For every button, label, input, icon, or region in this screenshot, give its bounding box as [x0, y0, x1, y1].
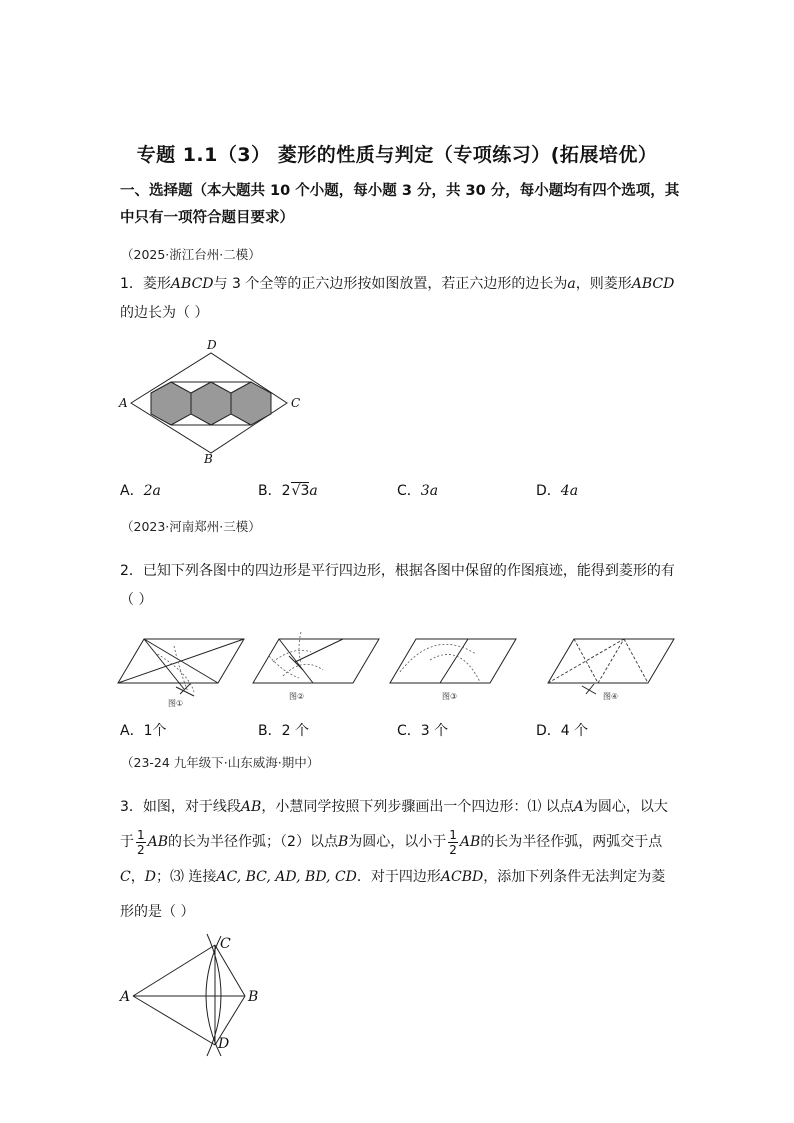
- q1-hexagon-2: [191, 382, 231, 425]
- q1-hexagon-1: [151, 382, 191, 425]
- q3-source: （23-24 九年级下·山东威海·期中）: [121, 755, 320, 770]
- q3-label-A: A: [120, 989, 131, 1005]
- q1-label-B: B: [204, 452, 213, 466]
- q1-label-A: A: [119, 396, 128, 410]
- q2-figure-2: [253, 632, 383, 712]
- q2-figure-3: [390, 632, 520, 712]
- q2-text: 2．已知下列各图中的四边形是平行四边形，根据各图中保留的作图痕迹，能得到菱形的有（ ）: [120, 563, 675, 608]
- q2-source: （2023·河南郑州·三模）: [121, 519, 261, 534]
- q1-option-a[interactable]: A．2a: [120, 483, 161, 499]
- q2-option-d[interactable]: D．4 个: [536, 723, 589, 739]
- q2-fig1-label: 图①: [168, 699, 184, 708]
- q3-label-D: D: [218, 1036, 230, 1052]
- q2-fig4-label: 图④: [603, 692, 619, 701]
- q1-option-c[interactable]: C．3a: [397, 483, 439, 499]
- section-heading: 一、选择题（本大题共 10 个小题，每小题 3 分，共 30 分，每小题均有四个选项，其中只有一项符合题目要求）: [120, 183, 680, 226]
- q1-label-C: C: [291, 396, 301, 410]
- q2-option-c[interactable]: C．3 个: [397, 723, 449, 739]
- q3-figure: [115, 930, 275, 1060]
- q1-label-D: D: [207, 338, 217, 352]
- q1-text: 1．菱形ABCD与 3 个全等的正六边形按如图放置，若正六边形的边长为a，则菱形ABCD 的边长为（ ）: [120, 276, 675, 321]
- q2-figure-1: [118, 632, 248, 712]
- q1-option-b[interactable]: B．2√3a: [258, 483, 318, 499]
- q3-label-B: B: [248, 989, 259, 1005]
- q2-option-a[interactable]: A．1个: [120, 723, 167, 739]
- q3-label-C: C: [220, 936, 231, 952]
- q3-fraction-1: $\frac{1}{2}$: [137, 827, 145, 857]
- q2-option-b[interactable]: B．2 个: [258, 723, 309, 739]
- q1-figure: [115, 340, 315, 465]
- q2-fig3-label: 图③: [442, 692, 458, 701]
- q1-source: （2025·浙江台州·二模）: [121, 247, 261, 262]
- q2-figure-4: [548, 632, 678, 712]
- q2-fig2-label: 图②: [289, 692, 305, 701]
- q3-text: 3．如图，对于线段AB，小慧同学按照下列步骤画出一个四边形：⑴ 以点A为圆心，以大于 $\frac{1}{2}$ AB的长为半径作弧；（2）以点B为圆心，以小于 $\frac{1}{2}$ AB的长为半径作弧，两弧交于点C，D；⑶ 连接AC, BC, AD, BD, CD．对于四边形ACBD，添加下列条件无法判定为菱形的是（ ）: [120, 799, 668, 920]
- q3-fraction-2: $\frac{1}{2}$: [449, 827, 457, 857]
- page-title: 专题 1.1（3） 菱形的性质与判定（专项练习）(拓展培优）: [136, 144, 658, 166]
- q1-option-d[interactable]: D．4a: [536, 483, 579, 499]
